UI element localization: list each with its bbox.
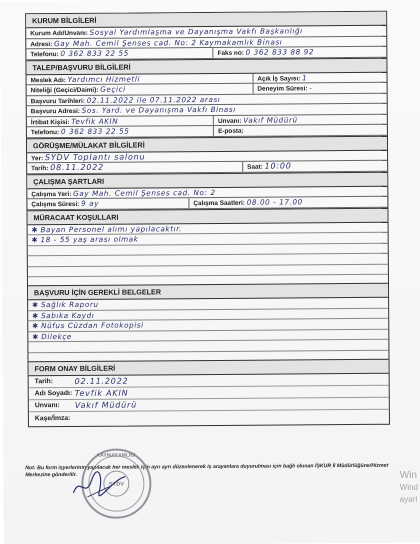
talep-acik-is-value: 1 xyxy=(302,72,308,82)
talep-meslek-label: Meslek Adı: xyxy=(30,76,66,84)
calisma-saatleri-label: Çalışma Saatleri: xyxy=(193,199,245,208)
talep-adres-label: Başvuru Adresi: xyxy=(30,107,80,116)
talep-irtibat-value: Tevfik AKIN xyxy=(71,116,119,126)
talep-unvan-value: Vakıf Müdürü xyxy=(243,114,298,125)
kurum-unvan-value: Sosyal Yardımlaşma ve Dayanışma Vakfı Başkanlığı xyxy=(89,26,303,37)
onay-unvan-label: Unvanı: xyxy=(34,401,60,409)
gorusme-section-header: GÖRÜŞME/MÜLAKAT BİLGİLERİ xyxy=(27,135,387,153)
asterisk-icon: ✱ xyxy=(31,226,38,234)
belge-item: ✱ Dilekçe xyxy=(28,329,388,342)
talep-nitelik-label: Niteliği (Geçici/Daimi): xyxy=(30,86,99,95)
talep-unvan-label: Unvanı: xyxy=(218,117,242,125)
calisma-suresi-label: Çalışma Süresi: xyxy=(31,200,80,209)
talep-deneyim-value: - xyxy=(309,83,313,93)
kurum-telefon-value: 0 362 833 22 55 xyxy=(60,48,129,59)
stamp-center-text: SYDV xyxy=(103,471,129,497)
belgeler-section-header: BAŞVURU İÇİN GEREKLİ BELGELER xyxy=(28,283,388,301)
kurum-unvan-label: Kurum Adı/Unvanı: xyxy=(30,29,88,38)
calisma-suresi-value: 9 ay xyxy=(81,198,100,208)
asterisk-icon: ✱ xyxy=(32,323,39,331)
gorusme-yer-value: SYDV Toplantı salonu xyxy=(44,151,146,162)
asterisk-icon: ✱ xyxy=(32,333,39,341)
watermark-line: Win xyxy=(399,470,417,481)
form-footnote: Not: Bu form işyerlerinin yapılacak her meslek için ayrı ayrı düzenlenerek iş arayanlara duyurulması için bağlı olunan İŞKUR İl Müdürlüğüne/Hizmet Merkezine gönderilir. xyxy=(25,462,389,479)
asterisk-icon: ✱ xyxy=(32,312,39,320)
gorusme-tarih-value: 08.11.2022 xyxy=(50,162,105,173)
belge-item: ✱ Nüfus Cüzdan Fotokopisi xyxy=(28,319,388,332)
asterisk-icon: ✱ xyxy=(32,302,39,310)
talep-tarih-label: Başvuru Tarihleri: xyxy=(30,97,85,105)
belge-item: ✱ Sağlık Raporu xyxy=(28,298,388,311)
talep-eposta-label: E-posta: xyxy=(218,127,244,135)
calisma-yeri-label: Çalışma Yeri: xyxy=(31,190,72,198)
talep-tarih-value: 02.11.2022 ile 07.11.2022 arası xyxy=(86,94,221,105)
muracaat-item: ✱ 18 - 55 yaş arası olmak xyxy=(28,233,388,246)
talep-telefon-label: Telefonu: xyxy=(30,129,60,137)
gorusme-tarih-label: Tarih: xyxy=(31,165,49,173)
stamp-top-text: KAYMAKAMLIĞI xyxy=(96,452,136,459)
watermark-line: Wind xyxy=(399,483,418,492)
onay-imza-row xyxy=(29,409,389,426)
onay-section-header: FORM ONAY BİLGİLERİ xyxy=(29,358,389,376)
kurum-telefon-label: Telefonu: xyxy=(30,51,59,59)
activation-watermark xyxy=(400,470,418,506)
application-form xyxy=(25,11,390,427)
kurum-faks-value: 0 362 833 88 92 xyxy=(245,47,315,57)
asterisk-icon: ✱ xyxy=(31,237,38,245)
talep-nitelik-value: Geçici xyxy=(100,84,126,94)
watermark-line: ayarl xyxy=(399,495,418,504)
talep-adres-value: Sos. Yard. ve Dayanışma Vakfı Binası xyxy=(81,104,236,115)
calisma-section-header: ÇALIŞMA ŞARTLARI xyxy=(27,171,387,189)
talep-irtibat-label: İrtibat Kişisi: xyxy=(30,118,70,126)
onay-adsoyad-value: Tevfik AKIN xyxy=(74,388,129,398)
onay-imza-label: Kaşe/İmza: xyxy=(34,414,71,423)
onay-adsoyad-label: Adı Soyadı: xyxy=(34,389,73,397)
calisma-saatleri-value: 08.00 - 17.00 xyxy=(246,197,303,207)
muracaat-section-header: MÜRACAAT KOŞULLARI xyxy=(27,207,387,225)
talep-meslek-value: Yardımcı Hizmetli xyxy=(67,73,141,84)
talep-deneyim-label: Deneyim Süresi: xyxy=(257,85,308,93)
kurum-faks-label: Faks no: xyxy=(217,49,244,57)
kurum-section-header: KURUM BİLGİLERİ xyxy=(26,12,386,29)
talep-section-header: TALEP/BAŞVURU BİLGİLERİ xyxy=(26,57,386,75)
muracaat-item: ✱ Bayan Personel alımı yapılacaktır. xyxy=(28,222,388,235)
talep-telefon-value: 0 362 833 22 55 xyxy=(60,126,130,137)
talep-acik-is-label: Açık İş Sayısı: xyxy=(257,74,301,83)
onay-tarih-value: 02.11.2022 xyxy=(74,376,129,386)
calisma-yeri-value: Gay Mah. Cemil Şenses cad. No: 2 xyxy=(73,187,216,198)
gorusme-yer-label: Yer: xyxy=(31,154,44,162)
belge-item: ✱ Sabıka Kaydı xyxy=(28,308,388,321)
gorusme-saat-label: Saat: xyxy=(247,163,263,171)
kurum-adres-value: Gay Mah. Cemil Şenses cad. No: 2 Kaymakamlık Binası xyxy=(54,36,283,48)
onay-tarih-label: Tarih: xyxy=(34,377,54,385)
signature-scribble xyxy=(69,471,129,501)
kurum-adres-label: Adresi: xyxy=(30,40,53,48)
onay-unvan-value: Vakıf Müdürü xyxy=(74,400,138,410)
gorusme-saat-value: 10:00 xyxy=(264,161,292,171)
